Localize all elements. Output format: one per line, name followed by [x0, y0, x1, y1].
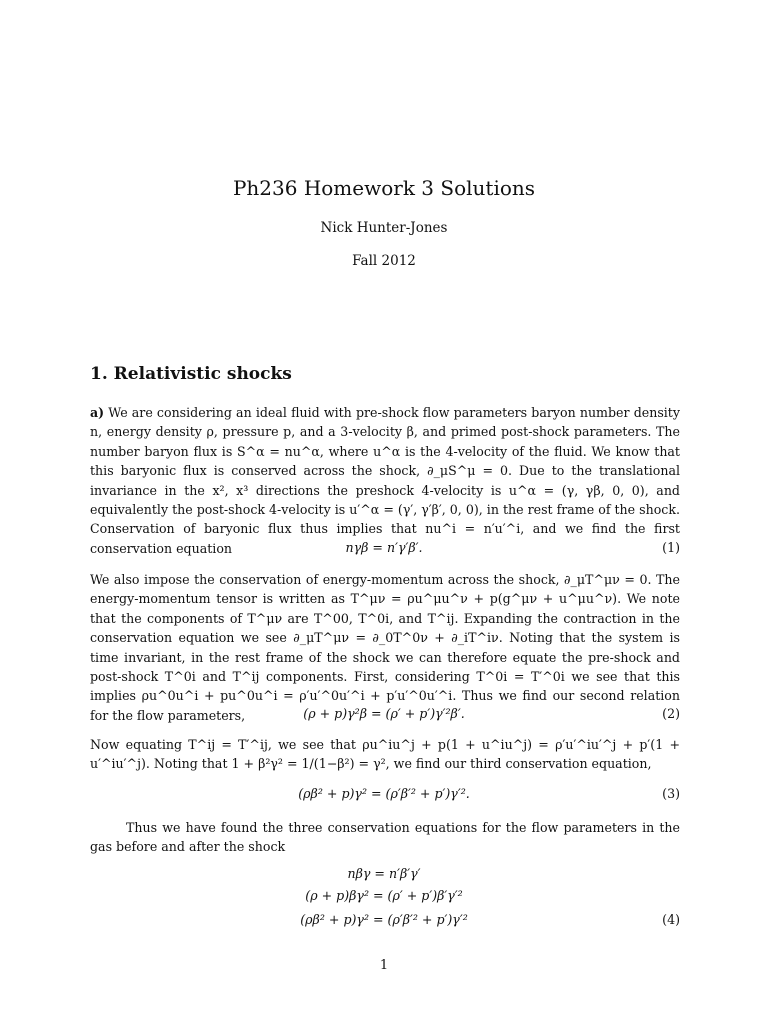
paragraph-energy-momentum: We also impose the conservation of energy-momentum across the shock, ∂_μT^μν = 0. The energy-momentum tensor is written as T^μν = ρu^μu^ν + p(g^μν + u^μu^ν). We note that the components of T^μν are T^00, T^0i, and T^ij. Expanding the contraction in the conservation equation we see ∂_μT^μν = ∂_0T^0ν + ∂_iT^iν. Noting that the system is time invariant, in the rest frame of the shock we can therefore equate the pre-shock and post-shock T^0i and T^ij components. First, considering T^0i = T′^0i we see that this implies ρu^0u^i + pu^0u^i = ρ′u′^0u′^i + p′u′^0u′^i. Thus we find our second relation for the flow parameters, — [90, 572, 680, 723]
paragraph-spatial-components: Now equating T^ij = T′^ij, we see that ρu^iu^j + p(1 + u^iu^j) = ρ′u′^iu′^j + p′(1 + u′^iu′^j). Noting that 1 + β²γ² = 1/(1−β²) = γ², we find our third conservation equation, — [90, 737, 680, 772]
author-name: Nick Hunter-Jones — [320, 220, 448, 236]
part-label: a) — [90, 405, 105, 420]
equation-2-body: (ρ + p)γ²β = (ρ′ + p′)γ′²β′. — [303, 706, 465, 721]
equation-4-number: (4) — [662, 912, 680, 927]
equation-1-number: (1) — [662, 540, 680, 555]
paragraph-a — [90, 403, 680, 558]
document-title: Ph236 Homework 3 Solutions — [232, 176, 536, 200]
equation-3-body: (ρβ² + p)γ² = (ρ′β′² + p′)γ′². — [298, 786, 470, 801]
section-heading: 1. Relativistic shocks — [90, 364, 292, 384]
equation-3 — [0, 786, 768, 801]
paragraph-a-text: We are considering an ideal fluid with pre-shock flow parameters baryon number density n, energy density ρ, pressure p, and a 3-velocity β, and primed post-shock parameters. The number baryon flux is S^α = nu^α, where u^α is the 4-velocity of the fluid. We know that this baryonic flux is conserved across the shock, ∂_μS^μ = 0. Due to the translational invariance in the x², x³ directions the preshock 4-velocity is u^α = (γ, γβ, 0, 0), and equivalently the post-shock 4-velocity is u′^α = (γ′, γ′β′, 0, 0), in the rest frame of the shock. Conservation of baryonic flux thus implies that nu^i = n′u′^i, and we find the first conservation equation — [90, 405, 680, 556]
page-number: 1 — [379, 958, 389, 973]
equation-1-body: nγβ = n′γ′β′. — [345, 540, 423, 555]
equation-4b: (ρ + p)βγ² = (ρ′ + p′)β′γ′² — [305, 888, 463, 903]
equation-4c — [0, 912, 768, 927]
paragraph-summary: Thus we have found the three conservation equations for the flow parameters in the gas before and after the shock — [90, 820, 680, 855]
equation-2 — [0, 706, 768, 721]
term-date: Fall 2012 — [352, 253, 416, 269]
equation-4a: nβγ = n′β′γ′ — [347, 866, 421, 881]
equation-1 — [0, 540, 768, 555]
equation-4c-body: (ρβ² + p)γ² = (ρ′β′² + p′)γ′² — [300, 912, 468, 927]
equation-2-number: (2) — [662, 706, 680, 721]
equation-3-number: (3) — [662, 786, 680, 801]
